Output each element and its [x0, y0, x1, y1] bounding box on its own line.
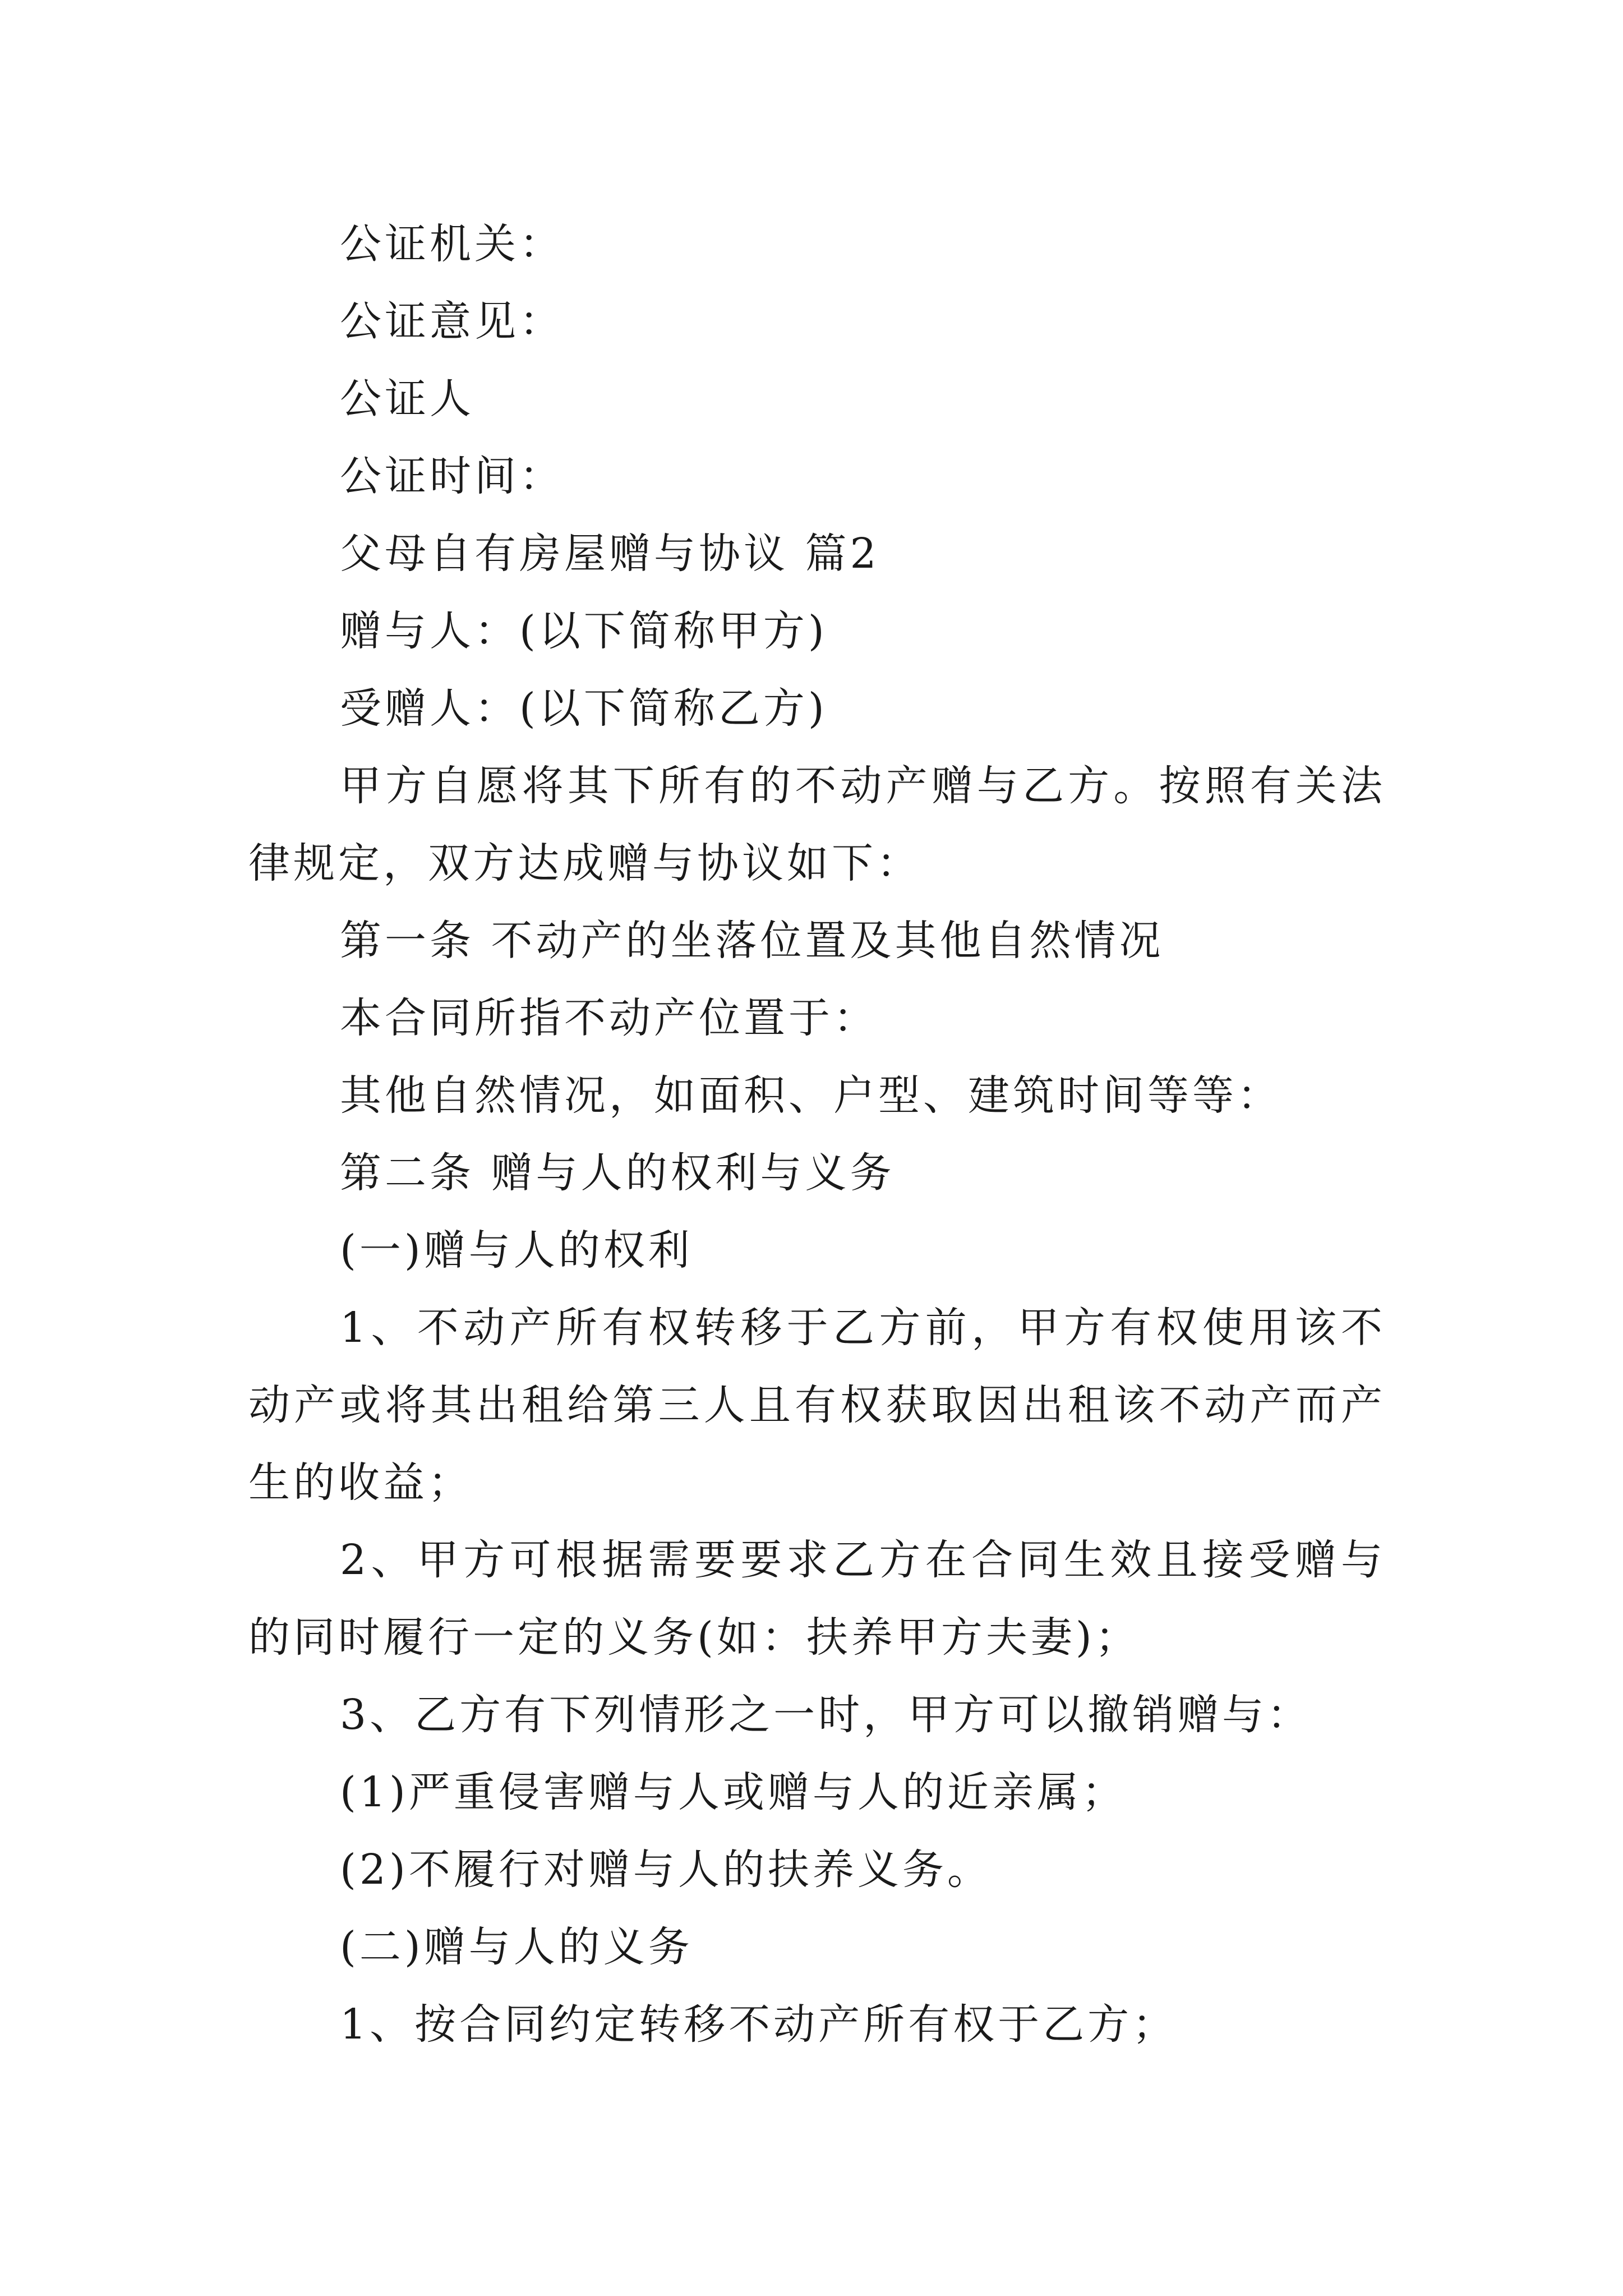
- paragraph-intro: 甲方自愿将其下所有的不动产赠与乙方。按照有关法律规定，双方达成赠与协议如下：: [248, 762, 1386, 887]
- paragraph-notary-opinion: 公证意见：: [340, 297, 564, 346]
- paragraph-property-details: 其他自然情况，如面积、户型、建筑时间等等：: [340, 1071, 1282, 1120]
- article-two-heading: 第二条 赠与人的权利与义务: [340, 1149, 895, 1197]
- paragraph-notary-time: 公证时间：: [340, 452, 564, 500]
- paragraph-right-2: 2、甲方可根据需要要求乙方在合同生效且接受赠与的同时履行一定的义务(如：扶养甲方夫妻)；: [248, 1536, 1386, 1662]
- paragraph-donor: 赠与人：(以下简称甲方): [340, 607, 828, 655]
- paragraph-donee: 受赠人：(以下简称乙方): [340, 684, 828, 733]
- paragraph-notary-person: 公证人: [340, 375, 474, 423]
- paragraph-obligation-1: 1、按合同约定转移不动产所有权于乙方；: [340, 2000, 1178, 2049]
- subsection-donor-obligations: (二)赠与人的义务: [340, 1923, 693, 1971]
- paragraph-revocation-1: (1)严重侵害赠与人或赠与人的近亲属；: [340, 1768, 1127, 1816]
- paragraph-revocation-2: (2)不履行对赠与人的扶养义务。: [340, 1846, 992, 1894]
- article-one-heading: 第一条 不动产的坐落位置及其他自然情况: [340, 917, 1164, 965]
- paragraph-notary-office: 公证机关：: [340, 220, 564, 268]
- paragraph-property-location: 本合同所指不动产位置于：: [340, 994, 878, 1042]
- document-body: [248, 205, 1386, 2063]
- paragraph-right-3: 3、乙方有下列情形之一时，甲方可以撤销赠与：: [340, 1691, 1312, 1739]
- paragraph-right-1: 1、不动产所有权转移于乙方前，甲方有权使用该不动产或将其出租给第三人且有权获取因出租该不动产而产生的收益；: [248, 1304, 1386, 1507]
- section-heading: 父母自有房屋赠与协议 篇2: [340, 530, 880, 578]
- subsection-donor-rights: (一)赠与人的权利: [340, 1226, 693, 1274]
